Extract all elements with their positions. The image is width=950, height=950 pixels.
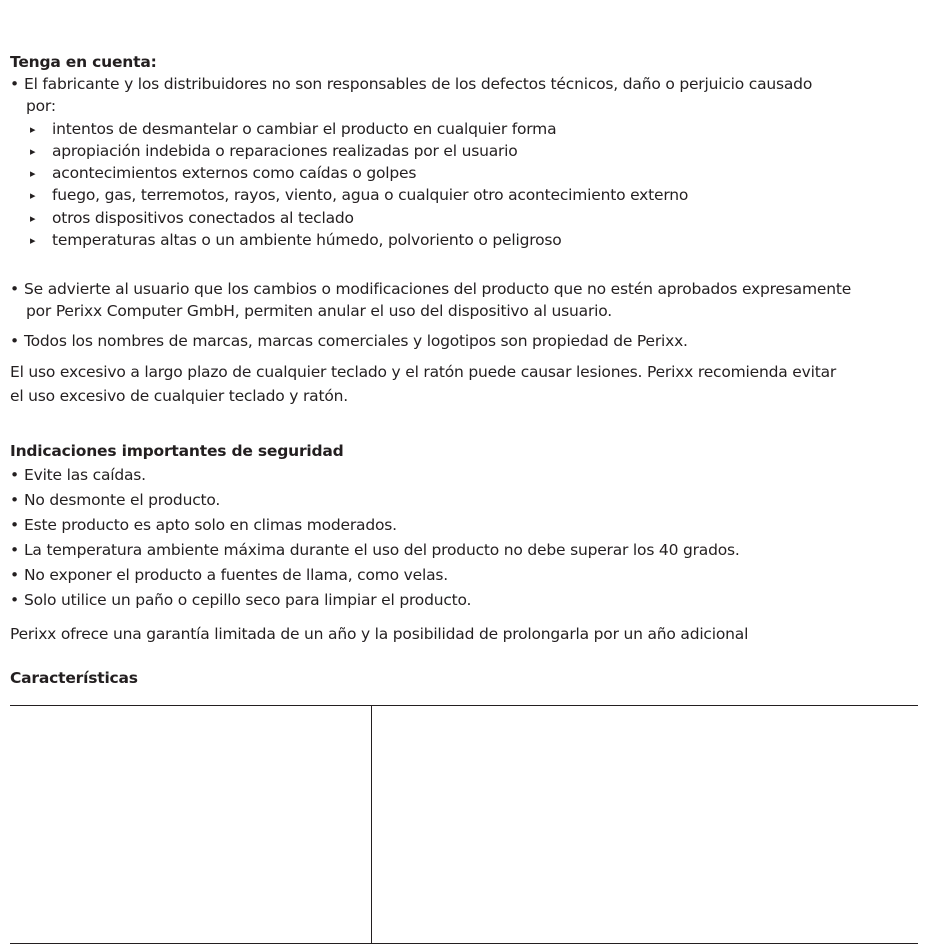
bullet-icon: •: [10, 466, 19, 484]
trademarks-text: Todos los nombres de marcas, marcas comerciales y logotipos son propiedad de Perixx.: [24, 332, 688, 350]
bullet-icon: •: [10, 516, 19, 534]
note-subitem-text: acontecimientos externos como caídas o golpes: [52, 164, 417, 182]
safety-heading: Indicaciones importantes de seguridad: [10, 442, 344, 460]
triangle-bullet-icon: ▸: [30, 234, 36, 247]
table-bottom-rule: [10, 943, 918, 944]
note-subitem-text: temperaturas altas o un ambiente húmedo, polvoriento o peligroso: [52, 231, 562, 249]
safety-item-text: No desmonte el producto.: [24, 491, 221, 509]
triangle-bullet-icon: ▸: [30, 167, 36, 180]
note-subitem: [30, 163, 416, 184]
safety-item: [10, 565, 448, 585]
bullet-icon: •: [10, 332, 19, 350]
triangle-bullet-icon: ▸: [30, 123, 36, 136]
note-subitem: [30, 141, 518, 162]
warning-line1: Se advierte al usuario que los cambios o modificaciones del producto que no estén aprobados expresamente: [24, 280, 852, 298]
table-top-rule: [10, 705, 918, 706]
safety-item-text: Evite las caídas.: [24, 466, 146, 484]
warning-line2: por Perixx Computer GmbH, permiten anular el uso del dispositivo al usuario.: [26, 302, 612, 320]
note-subitem-text: fuego, gas, terremotos, rayos, viento, agua o cualquier otro acontecimiento externo: [52, 186, 689, 204]
note-heading: Tenga en cuenta:: [10, 53, 157, 71]
bullet-icon: •: [10, 541, 19, 559]
bullet-icon: •: [10, 280, 19, 298]
note-intro: [10, 74, 812, 94]
safety-item: [10, 515, 397, 535]
safety-item: [10, 590, 471, 610]
warranty-text: Perixx ofrece una garantía limitada de un año y la posibilidad de prolongarla por un año adicional: [10, 625, 749, 643]
note-subitem-text: intentos de desmantelar o cambiar el producto en cualquier forma: [52, 120, 557, 138]
trademarks-paragraph: [10, 331, 688, 351]
note-intro-line1: El fabricante y los distribuidores no son responsables de los defectos técnicos, daño o perjuicio causado: [24, 75, 813, 93]
bullet-icon: •: [10, 75, 19, 93]
features-table: [10, 705, 918, 945]
table-column-divider: [371, 705, 372, 944]
warning-paragraph: [10, 279, 851, 299]
features-heading: Características: [10, 669, 138, 687]
note-intro-line2: por:: [26, 97, 56, 115]
bullet-icon: •: [10, 566, 19, 584]
triangle-bullet-icon: ▸: [30, 212, 36, 225]
note-subitem: [30, 119, 556, 140]
note-subitem: [30, 185, 688, 206]
note-subitem: [30, 208, 354, 229]
safety-item-text: Solo utilice un paño o cepillo seco para limpiar el producto.: [24, 591, 472, 609]
overuse-line1: El uso excesivo a largo plazo de cualquier teclado y el ratón puede causar lesiones. Perixx recomienda evitar: [10, 363, 837, 381]
overuse-line2: el uso excesivo de cualquier teclado y ratón.: [10, 387, 348, 405]
bullet-icon: •: [10, 591, 19, 609]
bullet-icon: •: [10, 491, 19, 509]
safety-item-text: La temperatura ambiente máxima durante el uso del producto no debe superar los 40 grados.: [24, 541, 740, 559]
safety-item-text: No exponer el producto a fuentes de llama, como velas.: [24, 566, 448, 584]
note-subitem-text: apropiación indebida o reparaciones realizadas por el usuario: [52, 142, 518, 160]
safety-item: [10, 465, 146, 485]
triangle-bullet-icon: ▸: [30, 189, 36, 202]
triangle-bullet-icon: ▸: [30, 145, 36, 158]
note-subitem-text: otros dispositivos conectados al teclado: [52, 209, 354, 227]
safety-item: [10, 490, 220, 510]
safety-item: [10, 540, 740, 560]
note-subitem: [30, 230, 562, 251]
safety-item-text: Este producto es apto solo en climas moderados.: [24, 516, 397, 534]
